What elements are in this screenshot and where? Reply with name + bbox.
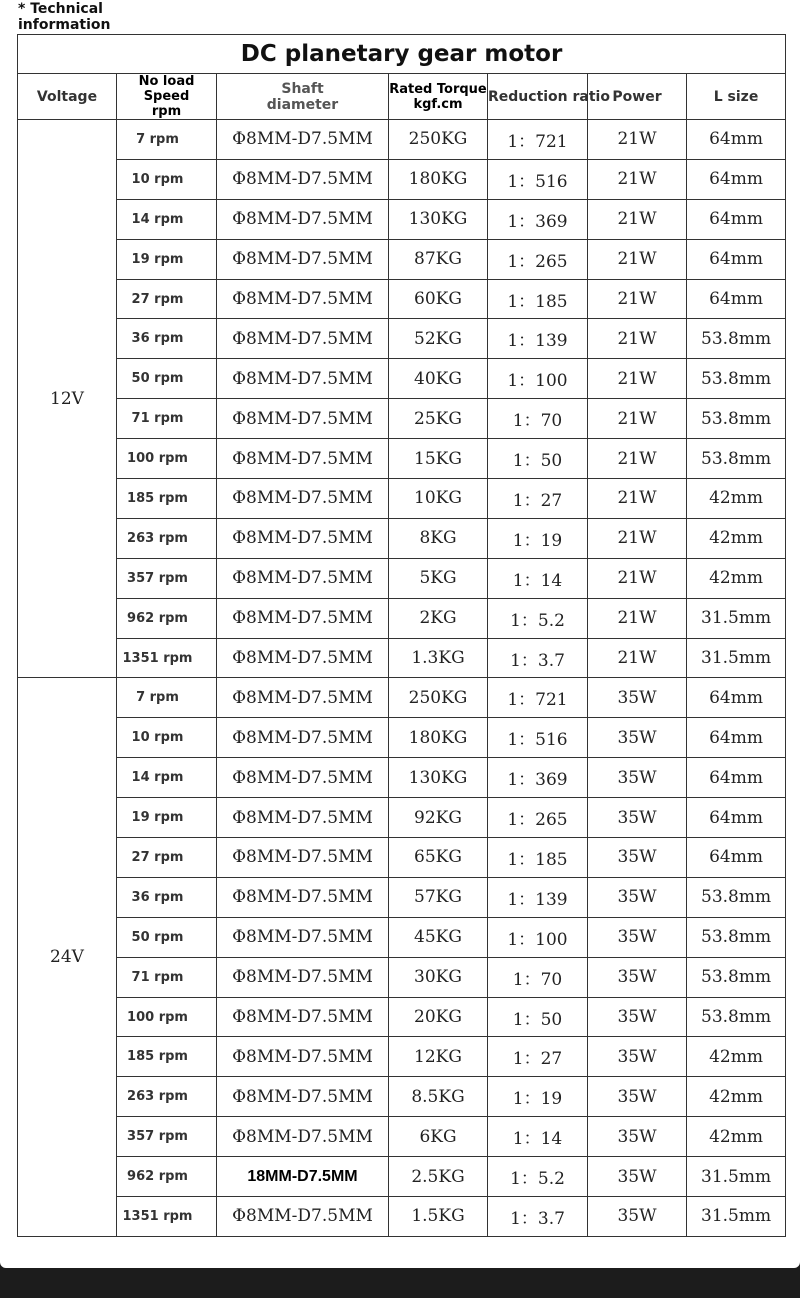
torque-cell: 250KG <box>389 120 488 160</box>
speed-cell <box>117 399 217 439</box>
torque-cell: 8.5KG <box>389 1077 488 1117</box>
speed-value: 10 rpm <box>131 730 184 746</box>
power-cell: 35W <box>588 1077 687 1117</box>
torque-cell: 6KG <box>389 1117 488 1157</box>
lsize-cell: 53.8mm <box>687 877 786 917</box>
torque-cell: 25KG <box>389 399 488 439</box>
speed-cell <box>117 1117 217 1157</box>
header-torque: Rated Torque kgf.cm <box>389 74 488 120</box>
speed-cell <box>117 439 217 479</box>
speed-cell <box>117 518 217 558</box>
lsize-cell: 42mm <box>687 479 786 519</box>
lsize-cell: 64mm <box>687 718 786 758</box>
ratio-cell: 1：721 <box>488 678 588 718</box>
lsize-cell: 64mm <box>687 199 786 239</box>
shaft-cell: Φ8MM-D7.5MM <box>217 718 389 758</box>
torque-cell: 92KG <box>389 798 488 838</box>
shaft-cell: Φ8MM-D7.5MM <box>217 1077 389 1117</box>
speed-cell <box>117 319 217 359</box>
table-row <box>18 1117 786 1157</box>
speed-cell <box>117 120 217 160</box>
power-cell: 35W <box>588 798 687 838</box>
ratio-cell: 1：516 <box>488 159 588 199</box>
shaft-cell: Φ8MM-D7.5MM <box>217 279 389 319</box>
lsize-cell: 64mm <box>687 239 786 279</box>
speed-cell <box>117 558 217 598</box>
ratio-cell: 1：14 <box>488 558 588 598</box>
speed-value: 263 rpm <box>127 1089 188 1105</box>
power-cell: 35W <box>588 758 687 798</box>
power-cell: 21W <box>588 479 687 519</box>
power-cell: 21W <box>588 159 687 199</box>
table-row <box>18 558 786 598</box>
technical-information-label: * Technical information <box>18 1 111 33</box>
speed-value: 1351 rpm <box>122 650 193 666</box>
speed-value: 14 rpm <box>131 770 184 786</box>
speed-cell <box>117 917 217 957</box>
torque-cell: 12KG <box>389 1037 488 1077</box>
power-cell: 35W <box>588 838 687 878</box>
shaft-cell: Φ8MM-D7.5MM <box>217 917 389 957</box>
table-row <box>18 159 786 199</box>
ratio-cell: 1：139 <box>488 319 588 359</box>
speed-value: 19 rpm <box>131 251 184 267</box>
ratio-cell: 1：265 <box>488 239 588 279</box>
power-cell: 21W <box>588 359 687 399</box>
speed-cell <box>117 798 217 838</box>
table-row <box>18 838 786 878</box>
lsize-cell: 64mm <box>687 838 786 878</box>
speed-cell <box>117 997 217 1037</box>
table-row <box>18 957 786 997</box>
table-row <box>18 917 786 957</box>
shaft-cell: Φ8MM-D7.5MM <box>217 997 389 1037</box>
table-row <box>18 399 786 439</box>
speed-value: 962 rpm <box>127 1169 188 1185</box>
shaft-cell: Φ8MM-D7.5MM <box>217 479 389 519</box>
ratio-cell: 1：265 <box>488 798 588 838</box>
torque-cell: 130KG <box>389 758 488 798</box>
table-row <box>18 678 786 718</box>
torque-cell: 180KG <box>389 159 488 199</box>
lsize-cell: 64mm <box>687 758 786 798</box>
torque-cell: 57KG <box>389 877 488 917</box>
speed-value: 10 rpm <box>131 171 184 187</box>
torque-cell: 65KG <box>389 838 488 878</box>
shaft-cell: 18MM-D7.5MM <box>217 1157 389 1197</box>
speed-value: 100 rpm <box>127 451 188 467</box>
lsize-cell: 53.8mm <box>687 957 786 997</box>
shaft-cell: Φ8MM-D7.5MM <box>217 319 389 359</box>
header-row <box>18 74 786 120</box>
lsize-cell: 31.5mm <box>687 1157 786 1197</box>
speed-value: 357 rpm <box>127 1129 188 1145</box>
ratio-cell: 1：50 <box>488 439 588 479</box>
lsize-cell: 42mm <box>687 1077 786 1117</box>
lsize-cell: 42mm <box>687 518 786 558</box>
shaft-cell: Φ8MM-D7.5MM <box>217 798 389 838</box>
ratio-cell: 1：185 <box>488 279 588 319</box>
torque-cell: 40KG <box>389 359 488 399</box>
ratio-cell: 1：139 <box>488 877 588 917</box>
ratio-cell: 1：100 <box>488 917 588 957</box>
torque-cell: 60KG <box>389 279 488 319</box>
table-row <box>18 1037 786 1077</box>
torque-cell: 45KG <box>389 917 488 957</box>
power-cell: 35W <box>588 718 687 758</box>
lsize-cell: 53.8mm <box>687 917 786 957</box>
table-row <box>18 758 786 798</box>
table-row <box>18 359 786 399</box>
ratio-cell: 1：70 <box>488 957 588 997</box>
ratio-cell: 1：721 <box>488 120 588 160</box>
table-row <box>18 199 786 239</box>
shaft-cell: Φ8MM-D7.5MM <box>217 120 389 160</box>
speed-value: 7 rpm <box>136 690 179 706</box>
speed-cell <box>117 1037 217 1077</box>
header-lsize: L size <box>687 74 786 120</box>
torque-cell: 130KG <box>389 199 488 239</box>
ratio-cell: 1：50 <box>488 997 588 1037</box>
ratio-cell: 1：369 <box>488 758 588 798</box>
power-cell: 21W <box>588 319 687 359</box>
ratio-cell: 1：185 <box>488 838 588 878</box>
table-row <box>18 1077 786 1117</box>
power-cell: 21W <box>588 120 687 160</box>
lsize-cell: 31.5mm <box>687 638 786 678</box>
ratio-cell: 1：100 <box>488 359 588 399</box>
power-cell: 21W <box>588 439 687 479</box>
ratio-cell: 1：3.7 <box>488 638 588 678</box>
power-cell: 35W <box>588 678 687 718</box>
lsize-cell: 64mm <box>687 159 786 199</box>
table-row <box>18 479 786 519</box>
speed-cell <box>117 678 217 718</box>
power-cell: 21W <box>588 518 687 558</box>
lsize-cell: 53.8mm <box>687 319 786 359</box>
power-cell: 21W <box>588 638 687 678</box>
speed-value: 7 rpm <box>136 131 179 147</box>
shaft-cell: Φ8MM-D7.5MM <box>217 558 389 598</box>
speed-value: 27 rpm <box>131 291 184 307</box>
table-row <box>18 638 786 678</box>
power-cell: 35W <box>588 1197 687 1237</box>
shaft-cell: Φ8MM-D7.5MM <box>217 399 389 439</box>
ratio-cell: 1：5.2 <box>488 598 588 638</box>
torque-cell: 8KG <box>389 518 488 558</box>
shaft-cell: Φ8MM-D7.5MM <box>217 1117 389 1157</box>
power-cell: 21W <box>588 558 687 598</box>
power-cell: 21W <box>588 279 687 319</box>
shaft-cell: Φ8MM-D7.5MM <box>217 439 389 479</box>
speed-value: 71 rpm <box>131 411 184 427</box>
speed-cell <box>117 718 217 758</box>
speed-cell <box>117 638 217 678</box>
torque-cell: 30KG <box>389 957 488 997</box>
power-cell: 21W <box>588 199 687 239</box>
lsize-cell: 53.8mm <box>687 359 786 399</box>
lsize-cell: 42mm <box>687 558 786 598</box>
torque-cell: 5KG <box>389 558 488 598</box>
ratio-cell: 1：516 <box>488 718 588 758</box>
speed-cell <box>117 877 217 917</box>
ratio-cell: 1：19 <box>488 1077 588 1117</box>
lsize-cell: 64mm <box>687 798 786 838</box>
torque-cell: 87KG <box>389 239 488 279</box>
table-row <box>18 718 786 758</box>
lsize-cell: 53.8mm <box>687 997 786 1037</box>
speed-value: 100 rpm <box>127 1009 188 1025</box>
table-row <box>18 798 786 838</box>
voltage-cell: 24V <box>18 678 117 1236</box>
power-cell: 35W <box>588 1157 687 1197</box>
speed-value: 263 rpm <box>127 530 188 546</box>
torque-cell: 52KG <box>389 319 488 359</box>
power-cell: 21W <box>588 239 687 279</box>
shaft-cell: Φ8MM-D7.5MM <box>217 1197 389 1237</box>
speed-value: 50 rpm <box>131 371 184 387</box>
speed-cell <box>117 1197 217 1237</box>
speed-value: 19 rpm <box>131 810 184 826</box>
table-row <box>18 1157 786 1197</box>
title-row <box>18 35 786 74</box>
speed-value: 71 rpm <box>131 969 184 985</box>
speed-value: 14 rpm <box>131 211 184 227</box>
shaft-cell: Φ8MM-D7.5MM <box>217 877 389 917</box>
lsize-cell: 42mm <box>687 1037 786 1077</box>
ratio-cell: 1：19 <box>488 518 588 558</box>
ratio-cell: 1：3.7 <box>488 1197 588 1237</box>
speed-value: 185 rpm <box>127 490 188 506</box>
speed-cell <box>117 359 217 399</box>
header-voltage: Voltage <box>18 74 117 120</box>
shaft-cell: Φ8MM-D7.5MM <box>217 1037 389 1077</box>
table-row <box>18 598 786 638</box>
table-title: DC planetary gear motor <box>18 35 786 74</box>
shaft-cell: Φ8MM-D7.5MM <box>217 359 389 399</box>
lsize-cell: 31.5mm <box>687 598 786 638</box>
shaft-cell: Φ8MM-D7.5MM <box>217 239 389 279</box>
header-power: Power <box>588 74 687 120</box>
speed-cell <box>117 239 217 279</box>
speed-cell <box>117 758 217 798</box>
shaft-cell: Φ8MM-D7.5MM <box>217 678 389 718</box>
torque-cell: 1.3KG <box>389 638 488 678</box>
power-cell: 21W <box>588 598 687 638</box>
lsize-cell: 64mm <box>687 279 786 319</box>
speed-cell <box>117 1157 217 1197</box>
shaft-cell: Φ8MM-D7.5MM <box>217 638 389 678</box>
speed-value: 185 rpm <box>127 1049 188 1065</box>
shaft-cell: Φ8MM-D7.5MM <box>217 159 389 199</box>
lsize-cell: 53.8mm <box>687 399 786 439</box>
table-row <box>18 319 786 359</box>
torque-cell: 20KG <box>389 997 488 1037</box>
speed-value: 36 rpm <box>131 331 184 347</box>
ratio-cell: 1：5.2 <box>488 1157 588 1197</box>
header-shaft: Shaft diameter <box>217 74 389 120</box>
lsize-cell: 64mm <box>687 678 786 718</box>
torque-cell: 10KG <box>389 479 488 519</box>
torque-cell: 2KG <box>389 598 488 638</box>
power-cell: 21W <box>588 399 687 439</box>
shaft-cell: Φ8MM-D7.5MM <box>217 758 389 798</box>
lsize-cell: 31.5mm <box>687 1197 786 1237</box>
ratio-cell: 1：27 <box>488 479 588 519</box>
speed-cell <box>117 957 217 997</box>
torque-cell: 2.5KG <box>389 1157 488 1197</box>
speed-cell <box>117 598 217 638</box>
header-ratio: Reduction ratio <box>488 74 588 120</box>
spec-table <box>17 34 786 1237</box>
shaft-cell: Φ8MM-D7.5MM <box>217 518 389 558</box>
speed-value: 962 rpm <box>127 610 188 626</box>
shaft-cell: Φ8MM-D7.5MM <box>217 598 389 638</box>
header-speed: No load Speed rpm <box>117 74 217 120</box>
power-cell: 35W <box>588 877 687 917</box>
power-cell: 35W <box>588 1117 687 1157</box>
shaft-cell: Φ8MM-D7.5MM <box>217 199 389 239</box>
speed-cell <box>117 1077 217 1117</box>
power-cell: 35W <box>588 1037 687 1077</box>
speed-cell <box>117 479 217 519</box>
speed-cell <box>117 279 217 319</box>
power-cell: 35W <box>588 957 687 997</box>
ratio-cell: 1：70 <box>488 399 588 439</box>
table-row <box>18 518 786 558</box>
speed-cell <box>117 199 217 239</box>
lsize-cell: 42mm <box>687 1117 786 1157</box>
speed-value: 36 rpm <box>131 889 184 905</box>
table-row <box>18 439 786 479</box>
table-row <box>18 239 786 279</box>
power-cell: 35W <box>588 997 687 1037</box>
voltage-cell: 12V <box>18 120 117 678</box>
power-cell: 35W <box>588 917 687 957</box>
table-row <box>18 877 786 917</box>
ratio-cell: 1：369 <box>488 199 588 239</box>
table-row <box>18 1197 786 1237</box>
lsize-cell: 64mm <box>687 120 786 160</box>
table-row <box>18 120 786 160</box>
table-row <box>18 279 786 319</box>
speed-value: 50 rpm <box>131 929 184 945</box>
lsize-cell: 53.8mm <box>687 439 786 479</box>
speed-value: 27 rpm <box>131 849 184 865</box>
speed-cell <box>117 838 217 878</box>
speed-value: 1351 rpm <box>122 1208 193 1224</box>
torque-cell: 15KG <box>389 439 488 479</box>
speed-cell <box>117 159 217 199</box>
shaft-cell: Φ8MM-D7.5MM <box>217 957 389 997</box>
table-row <box>18 997 786 1037</box>
torque-cell: 250KG <box>389 678 488 718</box>
torque-cell: 1.5KG <box>389 1197 488 1237</box>
torque-cell: 180KG <box>389 718 488 758</box>
speed-value: 357 rpm <box>127 570 188 586</box>
ratio-cell: 1：14 <box>488 1117 588 1157</box>
ratio-cell: 1：27 <box>488 1037 588 1077</box>
shaft-cell: Φ8MM-D7.5MM <box>217 838 389 878</box>
